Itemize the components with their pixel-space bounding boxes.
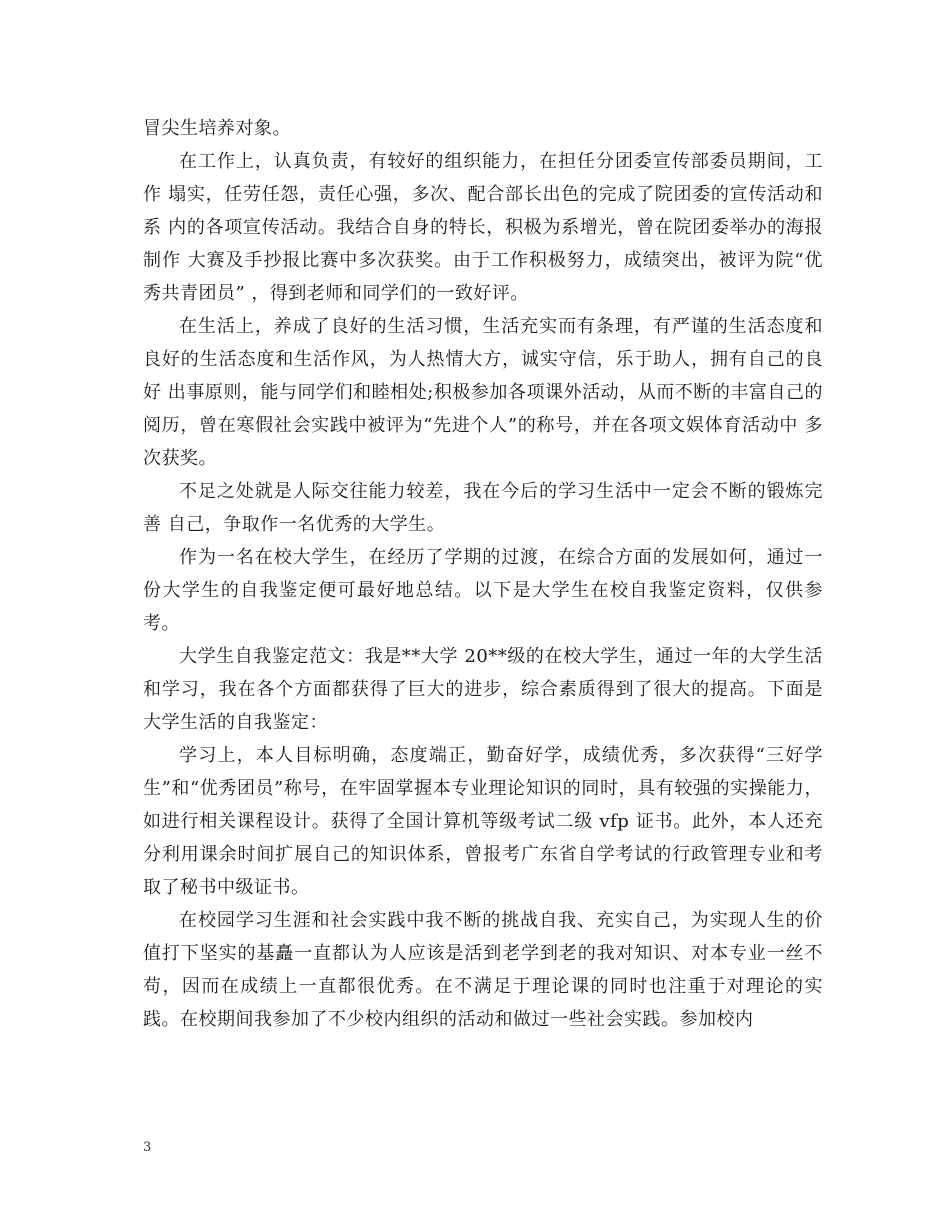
- paragraph-continuation: 冒尖生培养对象。: [143, 118, 291, 139]
- paragraph-study: 学习上，本人目标明确，态度端正，勤奋好学，成绩优秀，多次获得“三好学生”和“优秀团员”称号，在牢固掌握本专业理论知识的同时，具有较强的实操能力，如进行相关课程设计。获得了全国计算机等级考试二级 vfp 证书。此外，本人还充分利用课余时间扩展自己的知识体系，曾报考广东省自学考试的行政管理专业和考取了秘书中级证书。: [143, 745, 823, 898]
- paragraph-campus-practice: 在校园学习生涯和社会实践中我不断的挑战自我、充实自己，为实现人生的价值打下坚实的基矗一直都认为人应该是活到老学到老的我对知识、对本专业一丝不苟，因而在成绩上一直都很优秀。在不满足于理论课的同时也注重于对理论的实践。在校期间我参加了不少校内组织的活动和做过一些社会实践。参加校内: [143, 910, 823, 1030]
- page-number: 3: [143, 1140, 152, 1155]
- document-body: [143, 112, 823, 1036]
- paragraph-intro: 作为一名在校大学生，在经历了学期的过渡，在综合方面的发展如何，通过一份大学生的自我鉴定便可最好地总结。以下是大学生在校自我鉴定资料，仅供参考。: [143, 547, 823, 634]
- paragraph-work: 在工作上，认真负责，有较好的组织能力，在担任分团委宣传部委员期间，工作 塌实，任劳任怨，责任心强，多次、配合部长出色的完成了院团委的宣传活动和系 内的各项宣传活动。我结合自身的特长，积极为系增光，曾在院团委举办的海报制作 大赛及手抄报比赛中多次获奖。由于工作积极努力，成绩突出，被评为院“优秀共青团员” ，得到老师和同学们的一致好评。: [143, 151, 823, 304]
- paragraph-life: 在生活上，养成了良好的生活习惯，生活充实而有条理，有严谨的生活态度和 良好的生活态度和生活作风，为人热情大方，诚实守信，乐于助人，拥有自己的良好 出事原则，能与同学们和睦相处;积极参加各项课外活动，从而不断的丰富自己的 阅历，曾在寒假社会实践中被评为“先进个人”的称号，并在各项文娱体育活动中 多次获奖。: [143, 316, 823, 469]
- paragraph-sample-opening: 大学生自我鉴定范文：我是**大学 20**级的在校大学生，通过一年的大学生活和学习，我在各个方面都获得了巨大的进步，综合素质得到了很大的提高。下面是大学生活的自我鉴定：: [143, 646, 823, 733]
- paragraph-shortcomings: 不足之处就是人际交往能力较差，我在今后的学习生活中一定会不断的锻炼完善 自己，争取作一名优秀的大学生。: [143, 481, 823, 535]
